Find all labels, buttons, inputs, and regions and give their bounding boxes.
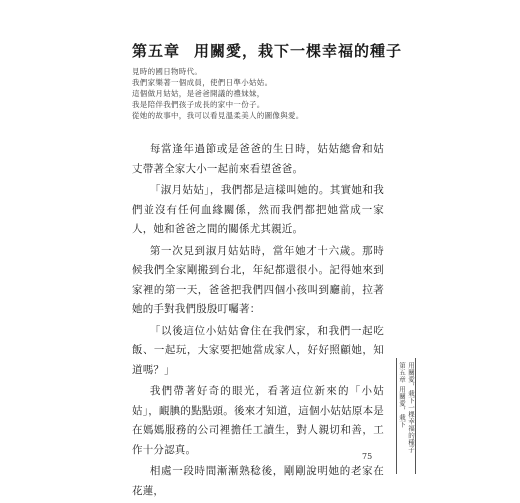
side-header-line: 第五章 用關愛，栽下 xyxy=(398,362,406,428)
chapter-number: 第五章 xyxy=(132,42,181,60)
intro-line: 我們家樂著一個成員，使們日準小姑姑。 xyxy=(132,78,273,87)
paragraph: 每當逢年過節或是爸爸的生日時，姑姑總會和姑丈帶著全家大小一起前來看望爸爸。 xyxy=(132,143,384,175)
paragraph: 第一次見到淑月姑姑時，當年她才十六歲。那時候我們全家剛搬到台北，年紀都還很小。記得她來到家裡的第一天，爸爸把我們四個小孩叫到廳前，拉著她的手對我們殷殷叮囑著： xyxy=(132,244,384,315)
chapter-heading xyxy=(132,40,402,61)
paragraph: 「淑月姑姑」，我們都是這樣叫她的。其實她和我們並沒有任何血緣關係，然而我們都把她當成一家人，她和爸爸之間的關係尤其親近。 xyxy=(132,184,384,235)
body-text xyxy=(132,140,384,503)
intro-line: 見時的國日物時代。 xyxy=(132,67,203,76)
page-number: 75 xyxy=(362,452,373,461)
intro-line: 我是陪伴我們孩子成長的家中一份子。 xyxy=(132,100,265,109)
paragraph: 我們帶著好奇的眼光，看著這位新來的「小姑姑」，靦腆的點點頭。後來才知道，這個小姑姑原本是在媽媽服務的公司裡擔任工讀生，對人親切和善，工作十分認真。 xyxy=(132,385,384,456)
intro-line: 從她的故事中，我可以看見溫柔美人的圖像與愛。 xyxy=(132,111,304,120)
paragraph: 「以後這位小姑姑會住在我們家，和我們一起吃飯、一起玩，大家要把她當成家人，好好照顧她，知道嗎？」 xyxy=(132,324,384,376)
chapter-title: 用關愛，栽下一棵幸福的種子 xyxy=(194,42,403,60)
intro-line: 這個做月姑姑，是爸爸開議的禮妹妹， xyxy=(132,89,265,98)
paragraph: 相處一段時間漸漸熟稔後，剛剛說明她的老家在花蓮， xyxy=(132,465,384,497)
chapter-intro xyxy=(132,66,372,121)
side-running-header xyxy=(396,358,416,474)
side-header-line: 用關愛，栽下一棵幸福的種子 xyxy=(407,362,415,453)
